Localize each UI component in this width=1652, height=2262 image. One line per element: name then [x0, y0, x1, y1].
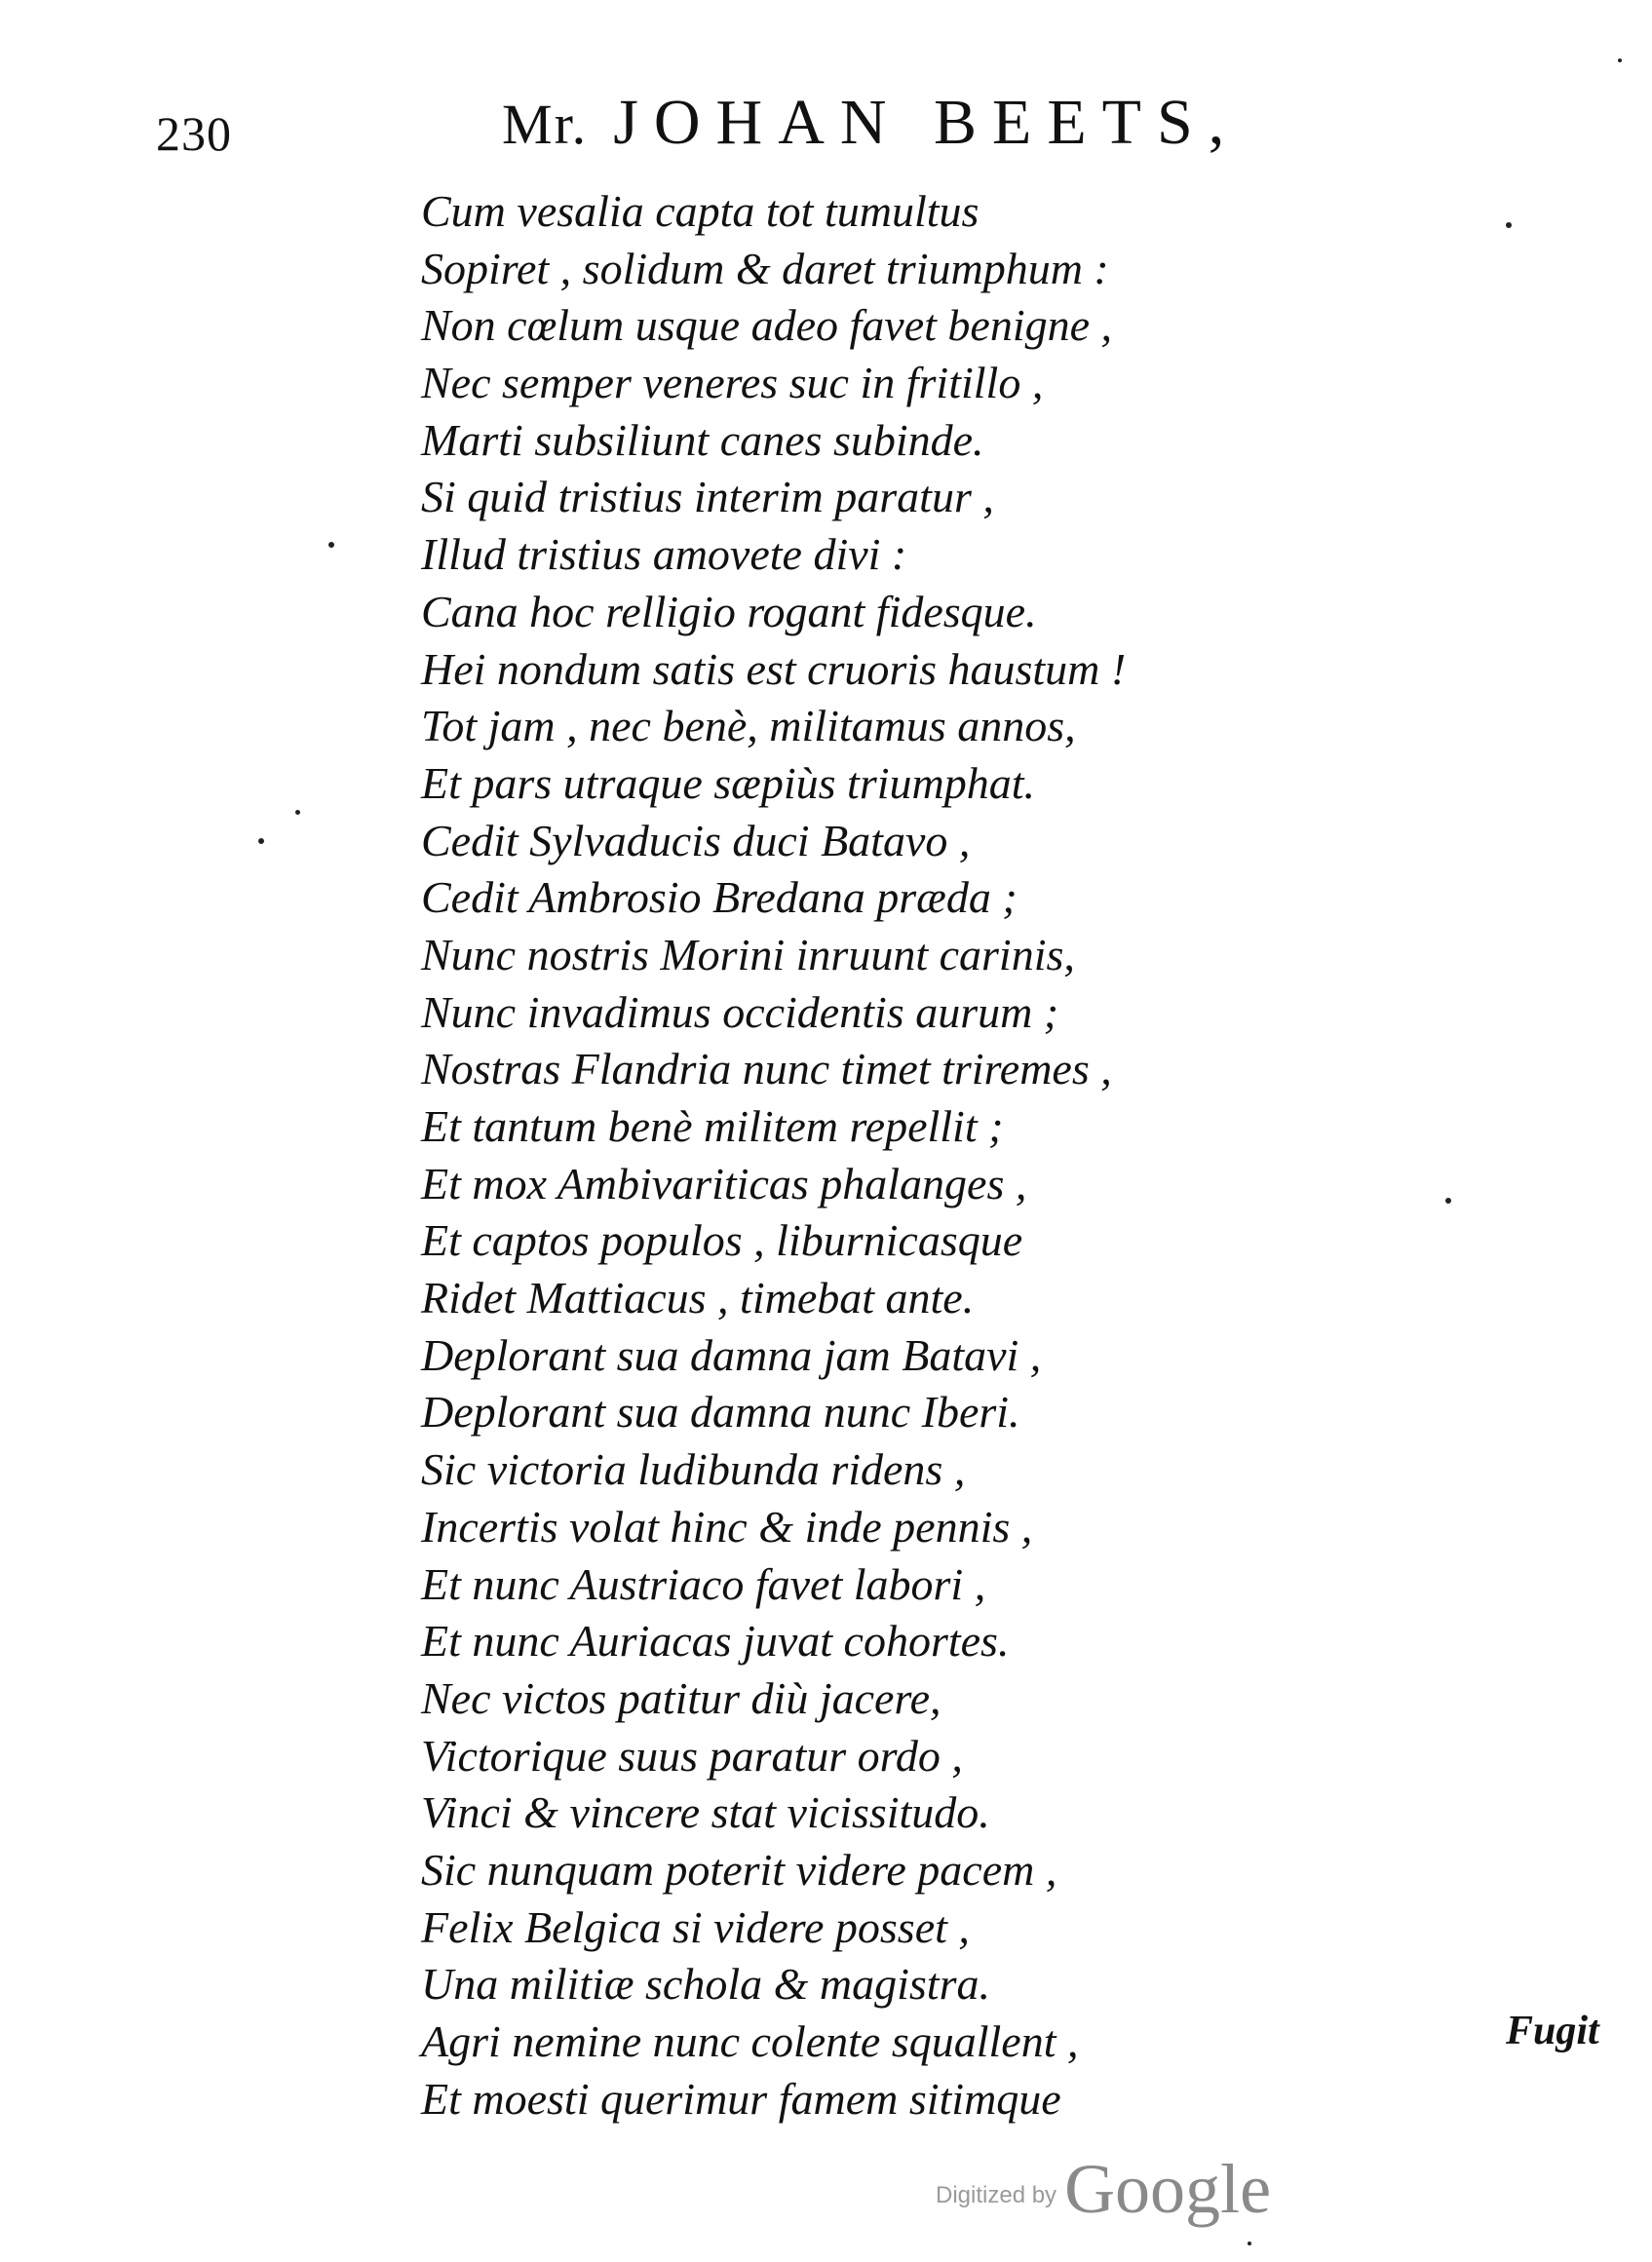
verse-line: Illud tristius amovete divi : — [421, 529, 907, 580]
verse-line: Victorique suus paratur ordo , — [421, 1730, 963, 1781]
watermark-prefix: Digitized by — [936, 2182, 1057, 2208]
verse-line: Vinci & vincere stat vicissitudo. — [421, 1787, 990, 1838]
verse-line: Deplorant sua damna jam Batavi , — [421, 1329, 1042, 1380]
scan-speck — [1445, 1198, 1451, 1204]
verse-line: Agri nemine nunc colente squallent , — [421, 2016, 1079, 2066]
verse-line: Et nunc Auriacas juvat cohortes. — [421, 1616, 1010, 1667]
verse-text — [421, 183, 1126, 2128]
verse-line: Et tantum benè militem repellit ; — [421, 1101, 1004, 1151]
verse-line: Tot jam , nec benè, militamus annos, — [421, 701, 1076, 751]
verse-line: Cedit Ambrosio Bredana præda ; — [421, 872, 1018, 923]
verse-line: Felix Belgica si videre posset , — [421, 1901, 970, 1952]
verse-line: Cana hoc relligio rogant fidesque. — [421, 586, 1037, 636]
verse-line: Hei nondum satis est cruoris haustum ! — [421, 643, 1127, 694]
verse-line: Ridet Mattiacus , timebat ante. — [421, 1273, 975, 1323]
scan-speck — [1248, 2242, 1251, 2245]
verse-line: Incertis volat hinc & inde pennis , — [421, 1501, 1033, 1552]
catchword: Fugit — [1506, 2009, 1599, 2053]
verse-line: Et pars utraque sæpiùs triumphat. — [421, 757, 1036, 808]
verse-line: Et mox Ambivariticas phalanges , — [421, 1158, 1027, 1208]
verse-line: Cedit Sylvaducis duci Batavo , — [421, 815, 971, 865]
google-logo: Google — [1064, 2150, 1272, 2228]
running-head — [502, 86, 1240, 160]
scan-speck — [1618, 58, 1622, 62]
verse-line: Sopiret , solidum & daret triumphum : — [421, 243, 1109, 293]
scan-speck — [1506, 222, 1512, 228]
running-head-prefix: Mr. — [502, 93, 589, 156]
verse-line: Sic nunquam poterit videre pacem , — [421, 1844, 1057, 1895]
scan-speck — [295, 810, 300, 815]
verse-line: Non cœlum usque adeo favet benigne , — [421, 300, 1113, 351]
verse-line: Nunc nostris Morini inruunt carinis, — [421, 929, 1075, 979]
verse-line: Nec victos patitur diù jacere, — [421, 1672, 941, 1723]
verse-line: Sic victoria ludibunda ridens , — [421, 1444, 966, 1495]
verse-line: Si quid tristius interim paratur , — [421, 472, 994, 522]
verse-line: Nec semper veneres suc in fritillo , — [421, 358, 1044, 408]
verse-line: Marti subsiliunt canes subinde. — [421, 414, 984, 465]
verse-line: Una militiæ schola & magistra. — [421, 1959, 990, 2010]
verse-line: Cum vesalia capta tot tumultus — [421, 186, 980, 236]
verse-line: Nostras Flandria nunc timet triremes , — [421, 1044, 1112, 1094]
running-head-title: JOHAN BEETS, — [613, 87, 1241, 158]
verse-line: Deplorant sua damna nunc Iberi. — [421, 1387, 1020, 1438]
verse-line: Et nunc Austriaco favet labori , — [421, 1558, 986, 1609]
digitized-watermark — [936, 2149, 1271, 2230]
verse-line: Nunc invadimus occidentis aurum ; — [421, 986, 1059, 1037]
verse-line: Et moesti querimur famem sitimque — [421, 2073, 1061, 2124]
verse-line: Et captos populos , liburnicasque — [421, 1215, 1023, 1266]
scan-speck — [328, 542, 334, 548]
scan-speck — [258, 838, 264, 844]
page-number: 230 — [156, 106, 232, 161]
